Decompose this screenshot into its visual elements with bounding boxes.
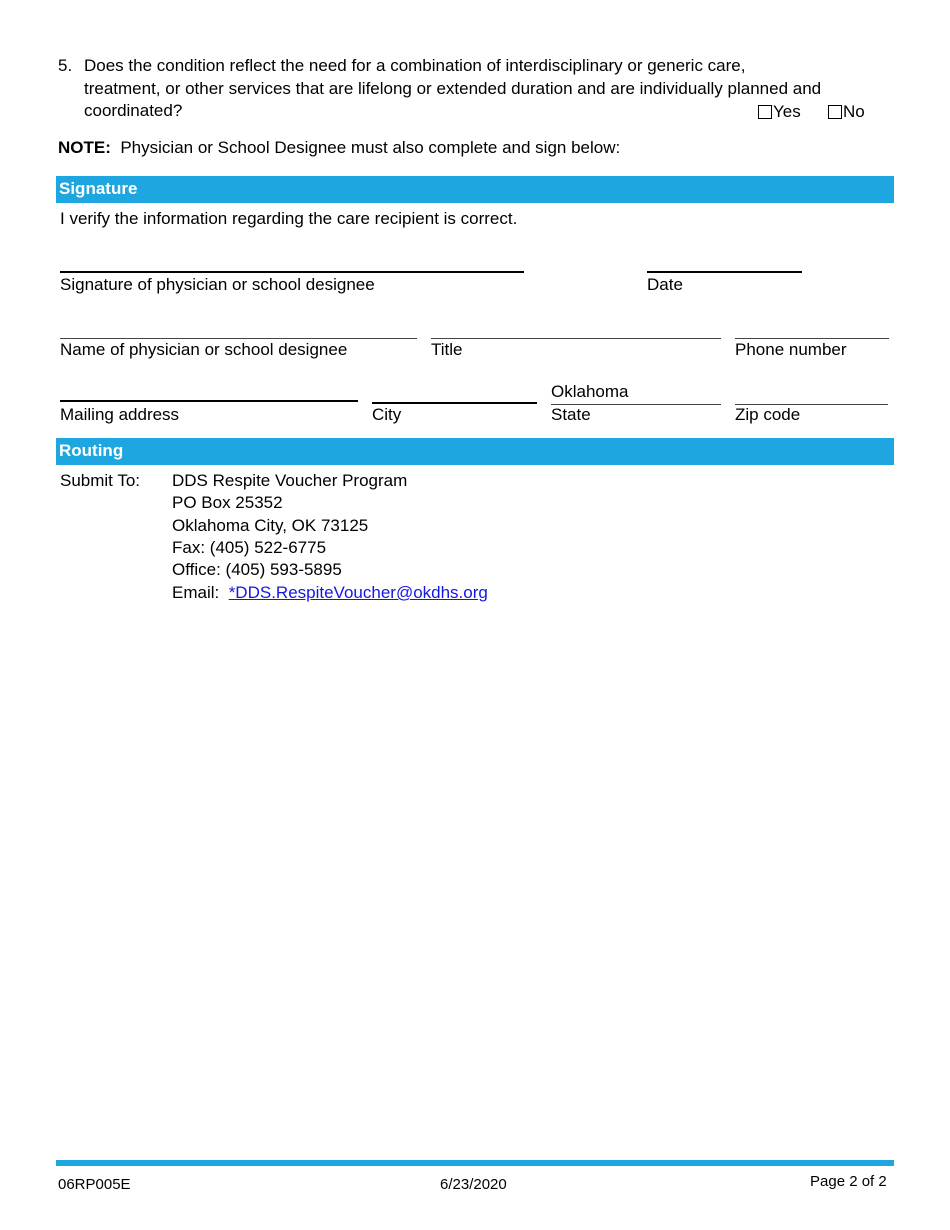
routing-fax: Fax: (405) 522-6775 <box>172 538 327 557</box>
date-field[interactable] <box>647 271 802 273</box>
city-label: City <box>372 405 402 424</box>
state-value: Oklahoma <box>551 382 629 401</box>
routing-city: Oklahoma City, OK 73125 <box>172 516 369 535</box>
signature-label: Signature of physician or school designee <box>60 275 375 294</box>
email-label: Email: <box>172 583 220 602</box>
zip-label: Zip code <box>735 405 801 424</box>
signature-section-header: Signature <box>56 176 894 203</box>
question-text-line-3: coordinated? <box>84 101 183 120</box>
yes-checkbox[interactable] <box>758 105 772 119</box>
submit-to-label: Submit To: <box>60 471 141 490</box>
phone-field[interactable] <box>735 338 889 339</box>
signature-field[interactable] <box>60 271 524 273</box>
question-text-line-1: Does the condition reflect the need for a combination of interdisciplinary or generic care, <box>84 56 746 75</box>
email-link[interactable]: *DDS.RespiteVoucher@okdhs.org <box>228 583 488 602</box>
no-checkbox[interactable] <box>828 105 842 119</box>
mailing-address-label: Mailing address <box>60 405 180 424</box>
note-label: NOTE: <box>58 138 111 157</box>
note-text: Physician or School Designee must also complete and sign below: <box>120 138 621 157</box>
routing-section-header: Routing <box>56 438 894 465</box>
mailing-address-field[interactable] <box>60 400 358 402</box>
note <box>58 138 620 158</box>
footer-bar <box>56 1160 894 1166</box>
date-label: Date <box>647 275 683 294</box>
state-label: State <box>551 405 591 424</box>
form-id: 06RP005E <box>58 1176 131 1193</box>
form-date: 6/23/2020 <box>440 1176 507 1193</box>
page-number: Page 2 of 2 <box>810 1173 887 1190</box>
city-field[interactable] <box>372 402 537 404</box>
yes-option[interactable] <box>758 102 801 122</box>
yes-label: Yes <box>773 102 801 121</box>
routing-email-line <box>172 583 488 603</box>
title-field[interactable] <box>431 338 721 339</box>
no-option[interactable] <box>828 102 865 122</box>
title-label: Title <box>431 340 463 359</box>
verify-statement: I verify the information regarding the care recipient is correct. <box>60 209 518 228</box>
question-text-line-2: treatment, or other services that are lifelong or extended duration and are individually planned and <box>84 79 822 98</box>
routing-po-box: PO Box 25352 <box>172 493 283 512</box>
no-label: No <box>843 102 865 121</box>
question-number: 5. <box>58 56 73 75</box>
name-field[interactable] <box>60 338 417 339</box>
routing-program: DDS Respite Voucher Program <box>172 471 408 490</box>
name-label: Name of physician or school designee <box>60 340 348 359</box>
routing-office: Office: (405) 593-5895 <box>172 560 342 579</box>
phone-label: Phone number <box>735 340 847 359</box>
